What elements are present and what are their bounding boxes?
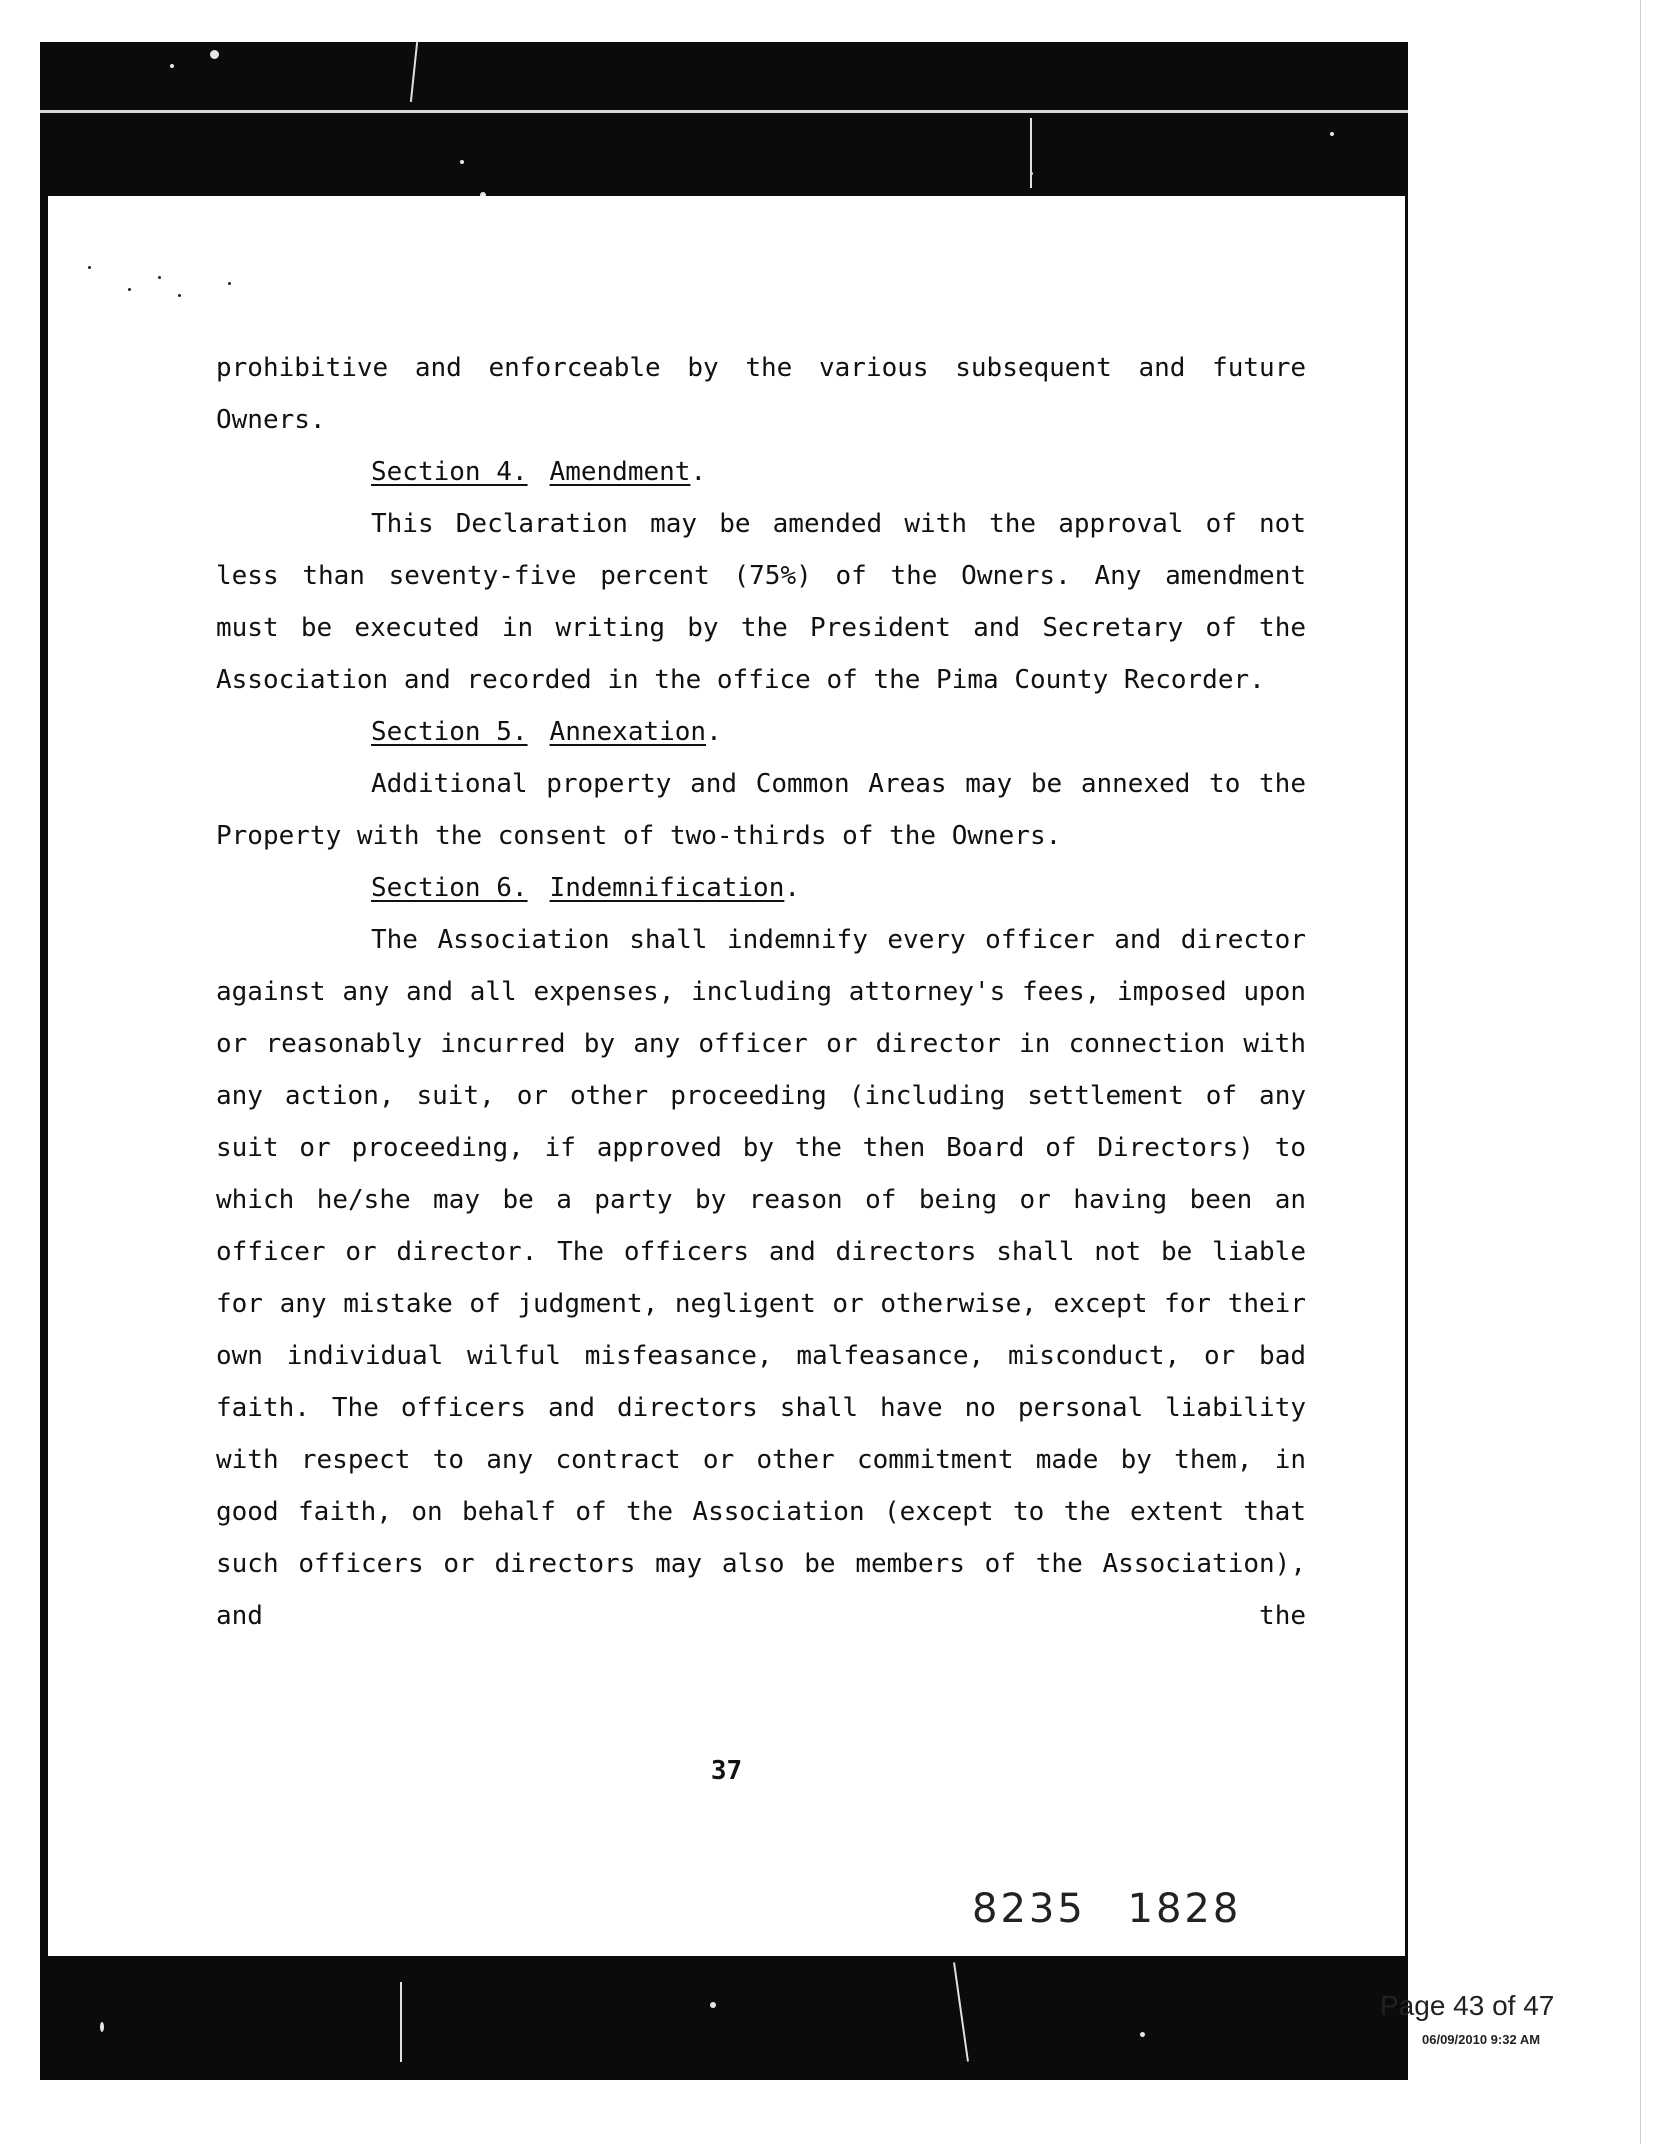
page-speck <box>158 276 161 279</box>
scan-speck <box>710 2002 716 2008</box>
page-edge-rule <box>1640 0 1641 2144</box>
scan-scratch <box>953 1962 969 2061</box>
page-counter: Page 43 of 47 <box>1380 1990 1555 2021</box>
page-speck <box>88 266 91 269</box>
section-body: The Association shall indemnify every officer and director against any and all expenses, including attorney's fees, imposed upon or reasonably incurred by any officer or director in connection with any action, suit, or other proceeding (including settlement of any suit or proceeding, if approved by the then Board of Directors) to which he/she may be a party by reason of being or having been an officer or director. The officers and directors shall not be liable for any mistake of judgment, negligent or otherwise, except for their own individual wilful misfeasance, malfeasance, misconduct, or bad faith. The officers and directors shall have no personal liability with respect to any contract or other commitment made by them, in good faith, on behalf of the Association (except to the extent that such officers or directors may also be members of the Association), and the <box>216 925 1306 1631</box>
scan-speck <box>100 2022 104 2032</box>
recording-number: 8235 1828 <box>972 1886 1242 1932</box>
page-number: 37 <box>710 1756 743 1786</box>
section-title: Annexation <box>549 717 707 747</box>
page-speck <box>128 288 131 291</box>
section-number: Section 5. <box>371 717 528 747</box>
document-body <box>216 342 1306 1642</box>
scan-scratch <box>410 42 418 102</box>
document-page <box>48 196 1405 1956</box>
body-line: Owners. <box>216 405 326 435</box>
section-heading: Section 5. Annexation. <box>371 717 722 747</box>
page-speck <box>178 294 181 297</box>
scan-speck <box>1330 132 1334 136</box>
section-heading: Section 6. Indemnification. <box>371 873 801 903</box>
scanner-border <box>40 42 1408 2080</box>
scan-scratch <box>400 1982 402 2062</box>
body-line: prohibitive and enforceable by the various subsequent and future <box>216 353 1306 383</box>
section-number: Section 4. <box>371 457 528 487</box>
section-number: Section 6. <box>371 873 528 903</box>
section-body: This Declaration may be amended with the approval of not less than seventy-five percent (75%) of the Owners. Any amendment must be executed in writing by the President and Secretary of the Association and recorded in the office of the Pima County Recorder. <box>216 509 1306 695</box>
scan-line <box>40 110 1408 113</box>
scan-speck <box>170 64 174 68</box>
print-timestamp: 06/09/2010 9:32 AM <box>1422 2032 1541 2047</box>
section-heading: Section 4. Amendment. <box>371 457 707 487</box>
section-body: Additional property and Common Areas may be annexed to the Property with the consent of two-thirds of the Owners. <box>216 769 1306 851</box>
page-speck <box>228 282 231 285</box>
scan-speck <box>460 160 464 164</box>
section-title: Amendment <box>549 457 691 487</box>
scan-speck <box>1140 2032 1145 2037</box>
section-title: Indemnification <box>549 873 785 903</box>
scan-speck <box>210 50 219 59</box>
scan-scratch <box>1030 118 1032 188</box>
